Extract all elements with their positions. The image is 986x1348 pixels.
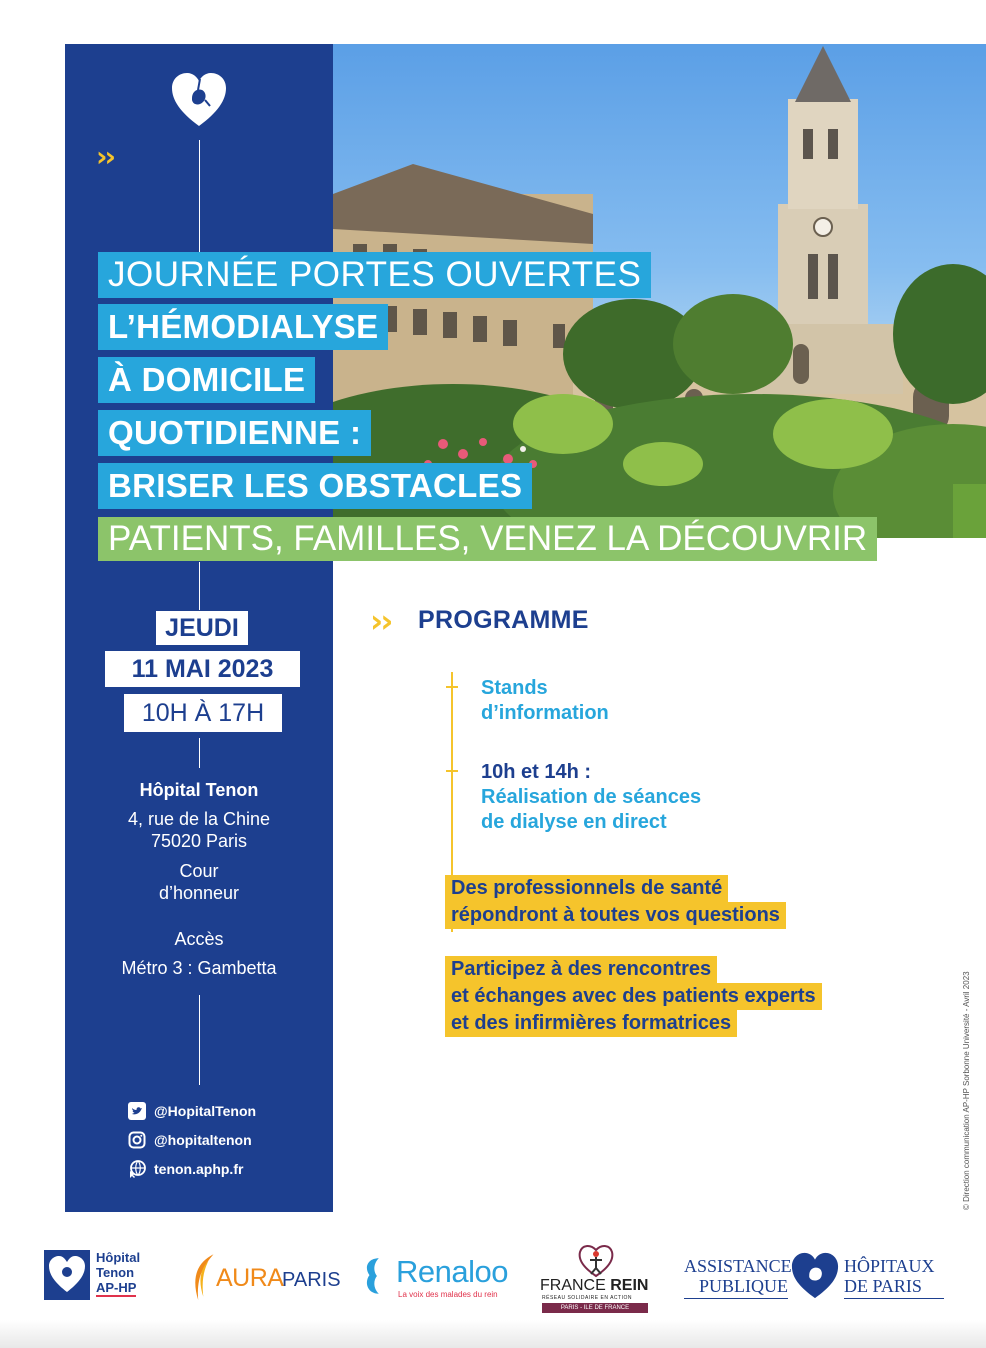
programme-item-dialysis-time: 10h et 14h : [481,761,592,783]
website-link[interactable] [128,1159,243,1179]
aphp-logo-left-2: PUBLIQUE [699,1276,788,1296]
aphp-logo [684,1250,946,1304]
timeline-tick-2 [446,770,458,772]
address-street: 4, rue de la Chine [127,809,271,829]
highlight-meetings-line-3: et des infirmières formatrices [445,1010,737,1037]
globe-cursor-icon [128,1160,146,1178]
renaloo-kidney-icon [362,1254,390,1298]
france-rein-logo-region: PARIS - ILE DE FRANCE [542,1303,648,1313]
programme-item-dialysis-line-1: Réalisation de séances [481,786,702,808]
tenon-logo-line-3: AP-HP [96,1280,137,1295]
highlight-professionals-line-2: répondront à toutes vos questions [445,902,786,929]
aura-logo-name: AURA [216,1264,284,1292]
aphp-logo-right-1: HÔPITAUX [844,1256,935,1276]
event-time: 10H À 17H [124,694,282,732]
france-rein-heart-icon [576,1242,616,1278]
twitter-handle[interactable] [128,1101,256,1121]
event-date: 11 MAI 2023 [105,651,300,687]
sidebar-divider-mid [199,562,200,610]
programme-item-dialysis-line-2: de dialyse en direct [481,811,667,833]
event-day: JEUDI [156,611,248,645]
sidebar-divider-date [199,738,200,768]
france-rein-logo-tagline: RÉSEAU SOLIDAIRE EN ACTION [542,1295,632,1301]
sidebar-divider-bottom [199,995,200,1085]
programme-item-stands-line-2: d’information [481,702,609,724]
hospital-name: Hôpital Tenon [139,780,259,800]
aphp-logo-underline-left [684,1298,788,1299]
access-label: Accès [174,929,224,949]
france-rein-logo-name [540,1277,648,1295]
aphp-heart-logo-icon [170,70,228,128]
france-rein-logo-name-1: FRANCE [540,1277,606,1294]
renaloo-logo-tagline: La voix des malades du rein [398,1290,498,1299]
programme-chevron-icon: ›› [370,602,391,640]
access-metro: Métro 3 : Gambetta [121,958,277,978]
highlight-professionals-line-1: Des professionnels de santé [445,875,728,902]
renaloo-logo-name: Renaloo [396,1254,508,1289]
aphp-heart-icon [790,1250,840,1300]
venue-line-1: Cour [179,861,219,881]
tenon-heart-icon [44,1250,90,1300]
title-line-1: L’HÉMODIALYSE [98,304,388,350]
programme-item-dialysis [481,760,701,835]
title-line-4: BRISER LES OBSTACLES [98,463,532,509]
address-city: 75020 Paris [150,831,248,851]
tenon-logo-line-2: Tenon [96,1265,135,1280]
instagram-handle[interactable] [128,1130,252,1150]
aura-logo-city: PARIS [282,1269,341,1291]
venue-line-2: d’honneur [158,883,240,903]
sidebar-divider-top [199,140,200,255]
highlight-meetings [445,956,822,1037]
title-line-3: QUOTIDIENNE : [98,410,371,456]
renaloo-logo [362,1254,522,1304]
chevron-right-icon: ›› [96,140,114,173]
france-rein-logo-name-2: REIN [610,1277,649,1294]
twitter-icon [128,1102,146,1120]
subtitle-banner: PATIENTS, FAMILLES, VENEZ LA DÉCOUVRIR [98,517,877,561]
instagram-icon [128,1131,146,1149]
highlight-meetings-line-2: et échanges avec des patients experts [445,983,822,1010]
instagram-handle-text: @hopitaltenon [154,1132,252,1148]
website-link-text: tenon.aphp.fr [154,1161,244,1177]
tenon-logo-square [44,1250,90,1300]
highlight-professionals [445,875,786,929]
title-line-2: À DOMICILE [98,357,315,403]
copyright-credit: © Direction communication AP-HP Sorbonne Université - Avril 2023 [962,971,971,1210]
france-rein-logo [536,1242,654,1314]
aura-paris-logo [188,1250,348,1310]
event-type-banner: JOURNÉE PORTES OUVERTES [98,252,651,298]
programme-item-stands [481,676,609,726]
twitter-handle-text: @HopitalTenon [154,1103,257,1119]
aphp-logo-underline-right [844,1298,944,1299]
aphp-logo-right-2: DE PARIS [844,1276,922,1296]
aphp-logo-left-1: ASSISTANCE [684,1256,792,1276]
timeline-tick-1 [446,686,458,688]
footer-shadow [0,1320,986,1348]
programme-title: PROGRAMME [418,606,589,634]
highlight-meetings-line-1: Participez à des rencontres [445,956,717,983]
hopital-tenon-logo [44,1250,154,1302]
tenon-logo-line-1: Hôpital [96,1250,141,1265]
programme-item-stands-line-1: Stands [481,677,548,699]
